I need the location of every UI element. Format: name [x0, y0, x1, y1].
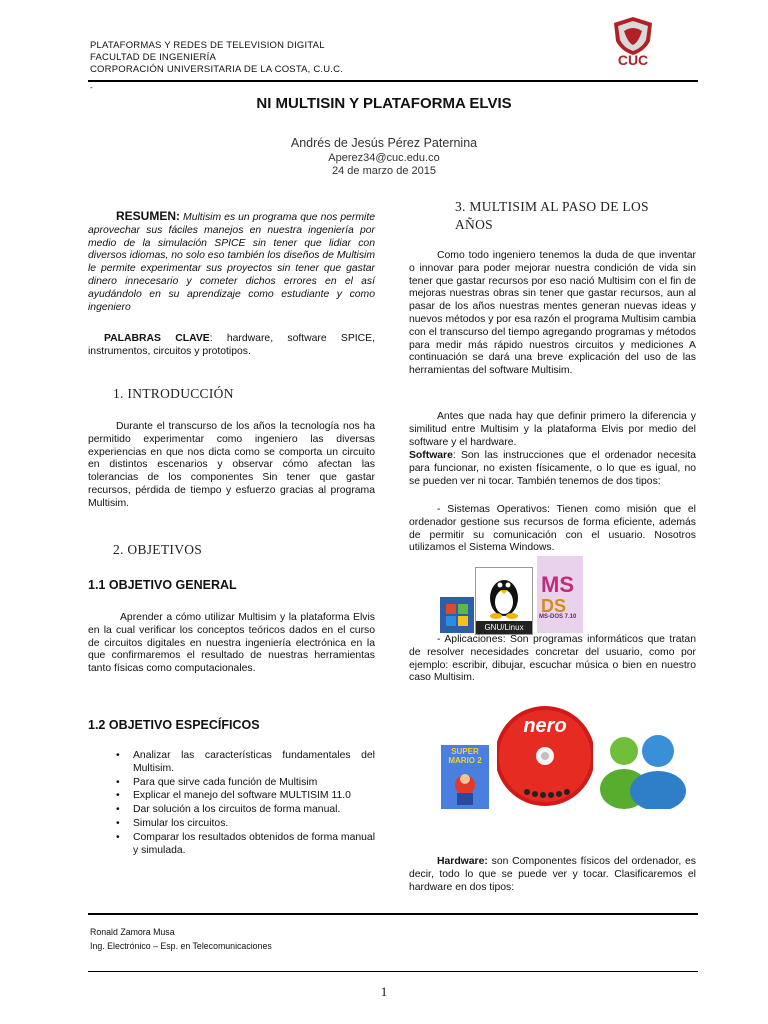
nero-cd-image — [497, 699, 593, 809]
document-footer — [90, 925, 272, 953]
abstract — [88, 210, 375, 314]
keywords — [88, 333, 375, 359]
list-item: • Simular los circuitos. — [88, 818, 375, 831]
footer-rule-bottom — [88, 971, 698, 972]
footer-name: Ronald Zamora Musa — [90, 927, 175, 937]
document-header — [90, 40, 343, 76]
section-3-title-line1: 3. MULTISIM AL PASO DE LOS — [455, 199, 649, 214]
section-3-title-line2: AÑOS — [455, 217, 493, 232]
objective-specific-title: 1.2 OBJETIVO ESPECÍFICOS — [88, 718, 260, 732]
software-label: Software — [409, 450, 453, 461]
list-item: • Explicar el manejo del software MULTISIM 11.0 — [88, 790, 375, 803]
hardware-text: son Componentes físicos del ordenador, es decir, todo lo que se puede ver y tocar. Clasificaremos el hardware en dos tipos: — [409, 856, 696, 893]
list-item: • Analizar las características fundamentales del Multisim. — [88, 750, 375, 776]
super-mario-image — [441, 745, 489, 809]
intro-text: Durante el transcurso de los años la tecnología nos ha permitido experimentar como ingeniero las diversas experiencias en que nos dicta como se comporta un circuito en distintos escenarios y observar cómo afectan las tolerancias de los componentes Sin tener que gastar recursos, pérdida de tiempo y esfuerzo gracias al programa Multisim. — [88, 421, 375, 509]
messenger-image — [598, 729, 688, 809]
objective-specific-list — [88, 750, 375, 858]
objective-general-text: Aprender a cómo utilizar Multisim y la plataforma Elvis en la cual verificar los conceptos teóricos dados en el curso de circuitos digitales en nuestra ingeniería electrónica en la que confirmaremos el resultado de nuestras herramientas tanto físicas como computacionales. — [88, 612, 375, 675]
msdos-image — [537, 556, 583, 633]
footer-rule — [88, 913, 698, 915]
section-3-paragraph-2 — [409, 411, 696, 449]
section-3-text-1: Como todo ingeniero tenemos la duda de que inventar o innovar para poder mejorar nuestra condición de vida sin tener que gastar recursos por eso nació Multisim con el fin de mejoras nuestras obras sin tener que gastar recursos, aun al pasar de los años nuestras mentes generan nuevas ideas y nuevos métodos y por esa razón el programa Multisim cambia con el transcurso del tiempo agregando programas y métodos para medir más rápido nuestros circuitos y mediciones A continuación se dará una breve explicación del uso de las herramientas del software Multisim. — [409, 250, 696, 377]
apps-text: - Aplicaciones: Son programas informáticos que tratan de resolver necesidades concretar del usuario, como por ejemplo: escribir, dibujar, escuchar música o bien en nuestro caso Multisim. — [409, 634, 696, 684]
paper-title: NI MULTISIN Y PLATAFORMA ELVIS — [256, 95, 512, 112]
msdos-label: MS-DOS 7.10 — [539, 614, 577, 620]
cuc-logo — [600, 15, 666, 67]
gnu-linux-image — [475, 567, 533, 635]
software-paragraph — [409, 450, 696, 488]
header-rule — [88, 80, 698, 82]
abstract-text: Multisim es un programa que nos permite aprovechar sus fáciles manejos en nuestra ingeniería por medio de la simulación SPICE sin tener que lidiar con diversos idiomas, no solo eso también los diseños de Multisim le permite experimentar sus proyectos sin tener que gastar dinero innecesario y cometer dichos errores en el así ayudándolo en su aprendizaje como estudiante y como ingeniero — [88, 212, 375, 313]
page-number: 1 — [380, 984, 388, 999]
list-item: • Comparar los resultados obtenidos de forma manual y simulada. — [88, 832, 375, 858]
keywords-label: PALABRAS CLAVE — [104, 333, 210, 344]
section-3-text-2: Antes que nada hay que definir primero la diferencia y similitud entre Multisim y la plataforma Elvis por medio del software y el hardware. — [409, 411, 696, 448]
objective-general-paragraph — [88, 612, 375, 676]
section-3-paragraph-1 — [409, 250, 696, 378]
intro-paragraph — [88, 421, 375, 511]
svg-text:DS: DS — [541, 596, 567, 616]
footer-role: Ing. Electrónico – Esp. en Telecomunicaciones — [90, 941, 272, 951]
objective-general-title: 1.1 OBJETIVO GENERAL — [88, 578, 237, 592]
windows-logo-image — [440, 597, 474, 633]
os-text: - Sistemas Operativos: Tienen como misión que el ordenador gestione sus recursos de forma eficiente, además de permitir su comunicación con el usuario. Nosotros utilizamos el Sistema Windows. — [409, 504, 696, 554]
nero-label: nero — [523, 715, 567, 737]
list-item: • Para que sirve cada función de Multisim — [88, 777, 375, 790]
header-line-program: PLATAFORMAS Y REDES DE TELEVISION DIGITAL — [90, 40, 325, 51]
software-text: : Son las instrucciones que el ordenador necesita para funcionar, no existen físicamente, o lo que es igual, no se pueden ver ni tocar. También tenemos de dos tipos: — [409, 450, 696, 487]
keywords-text: : hardware, software SPICE, instrumentos, circuitos y prototipos. — [88, 333, 376, 357]
logo-text: CUC — [617, 52, 649, 67]
hardware-paragraph — [409, 856, 696, 894]
header-tick: - — [90, 83, 93, 92]
section-3-title — [455, 198, 695, 234]
abstract-label: RESUMEN: — [116, 209, 181, 223]
os-paragraph — [409, 504, 696, 555]
gnu-linux-label: GNU/Linux — [476, 621, 532, 634]
header-line-university: CORPORACIÓN UNIVERSITARIA DE LA COSTA, C.U.C. — [90, 64, 344, 75]
list-item: • Dar solución a los circuitos de forma manual. — [88, 804, 375, 817]
header-line-faculty: FACULTAD DE INGENIERÍA — [90, 52, 216, 63]
section-objectives-title: 2. OBJETIVOS — [113, 542, 203, 557]
apps-paragraph — [409, 634, 696, 685]
super-mario-label: SUPER MARIO 2 — [448, 747, 482, 765]
section-intro-title: 1. INTRODUCCIÓN — [113, 386, 234, 401]
svg-text:MS: MS — [541, 572, 574, 597]
hardware-label: Hardware: — [437, 856, 488, 867]
author-name: Andrés de Jesús Pérez Paternina — [290, 136, 478, 150]
paper-date: 24 de marzo de 2015 — [332, 165, 436, 177]
author-email: Aperez34@cuc.edu.co — [328, 152, 440, 164]
